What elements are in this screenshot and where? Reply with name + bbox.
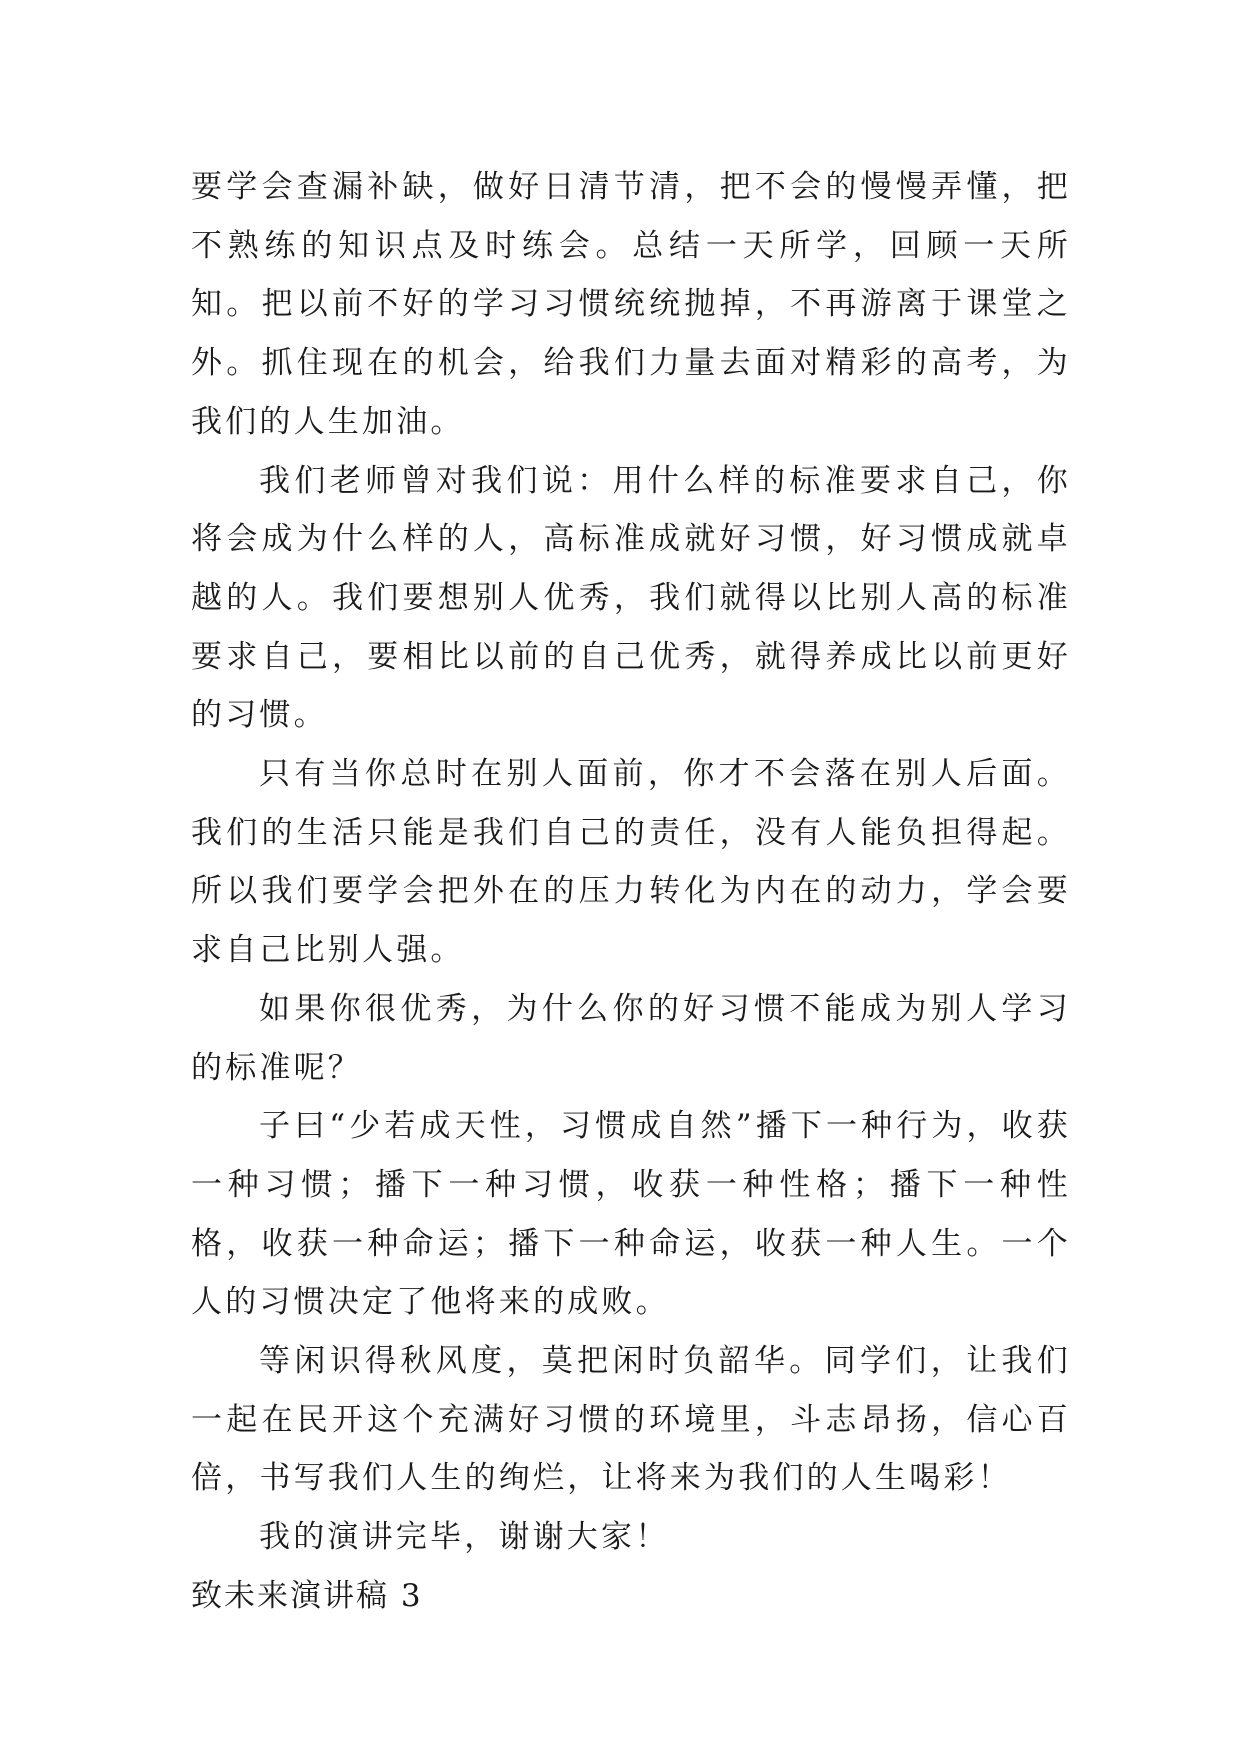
- paragraph-6: 等闲识得秋风度，莫把闲时负韶华。同学们，让我们一起在民开这个充满好习惯的环境里，斗志昂扬，信心百倍，书写我们人生的绚烂，让将来为我们的人生喝彩！: [191, 1343, 1071, 1497]
- paragraph-5: 子曰“少若成天性，习惯成自然”播下一种行为，收获一种习惯；播下一种习惯，收获一种性格；播下一种性格，收获一种命运；播下一种命运，收获一种人生。一个人的习惯决定了他将来的成败。: [191, 1108, 1071, 1321]
- paragraph-1: 要学会查漏补缺，做好日清节清，把不会的慢慢弄懂，把不熟练的知识点及时练会。总结一天所学，回顾一天所知。把以前不好的学习习惯统统抛掉，不再游离于课堂之外。抓住现在的机会，给我们力量去面对精彩的高考，为我们的人生加油。: [191, 169, 1071, 440]
- paragraph-3: 只有当你总时在别人面前，你才不会落在别人后面。我们的生活只能是我们自己的责任，没有人能负担得起。所以我们要学会把外在的压力转化为内在的动力，学会要求自己比别人强。: [191, 756, 1071, 969]
- document-body: [191, 158, 1071, 1626]
- section-heading: 致未来演讲稿 3: [191, 1577, 423, 1614]
- paragraph-4: 如果你很优秀，为什么你的好习惯不能成为别人学习的标准呢？: [191, 990, 1071, 1086]
- paragraph-2: 我们老师曾对我们说：用什么样的标准要求自己，你将会成为什么样的人，高标准成就好习惯，好习惯成就卓越的人。我们要想别人优秀，我们就得以比别人高的标准要求自己，要相比以前的自己优秀，就得养成比以前更好的习惯。: [191, 462, 1071, 734]
- paragraph-7: 我的演讲完毕，谢谢大家！: [259, 1519, 670, 1556]
